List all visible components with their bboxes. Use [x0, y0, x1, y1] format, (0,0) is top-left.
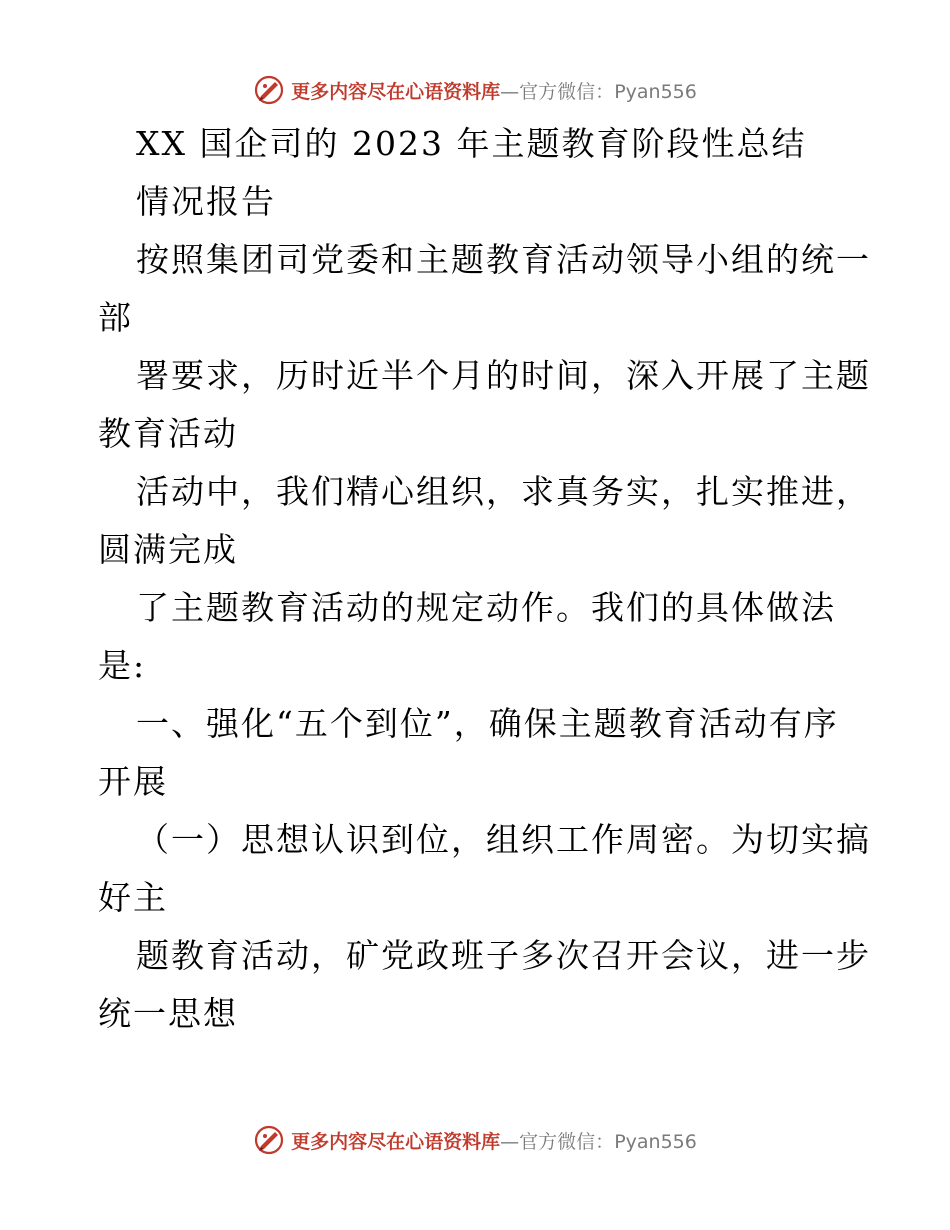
paragraph-line: 部 [98, 298, 133, 337]
banner-text: 更多内容尽在心语资料库—官方微信：Pyan556 [291, 1130, 697, 1153]
footer-banner [0, 1120, 950, 1160]
header-banner [0, 70, 950, 110]
paragraph-line: 圆满完成 [98, 530, 238, 569]
brand-logo-icon [253, 74, 285, 106]
doc-title-line-1: XX 国企司的 2023 年主题教育阶段性总结 [136, 124, 807, 163]
paragraph-line: 按照集团司党委和主题教育活动领导小组的统一 [136, 240, 871, 279]
doc-title-line-2: 情况报告 [136, 182, 276, 221]
paragraph-line: 是: [98, 646, 147, 685]
section-heading-line: 一、强化“五个到位”，确保主题教育活动有序 [136, 704, 839, 743]
paragraph-line: （一）思想认识到位，组织工作周密。为切实搞 [136, 820, 871, 859]
paragraph-line: 好主 [98, 878, 168, 917]
section-heading-line: 开展 [98, 762, 168, 801]
paragraph-line: 了主题教育活动的规定动作。我们的具体做法 [136, 588, 836, 627]
paragraph-line: 署要求，历时近半个月的时间，深入开展了主题 [136, 356, 871, 395]
paragraph-line: 题教育活动，矿党政班子多次召开会议，进一步 [136, 936, 871, 975]
paragraph-line: 教育活动 [98, 414, 238, 453]
paragraph-line: 统一思想 [98, 994, 238, 1033]
brand-logo-icon [253, 1124, 285, 1156]
paragraph-line: 活动中，我们精心组织，求真务实，扎实推进， [136, 472, 871, 511]
banner-text: 更多内容尽在心语资料库—官方微信：Pyan556 [291, 80, 697, 103]
